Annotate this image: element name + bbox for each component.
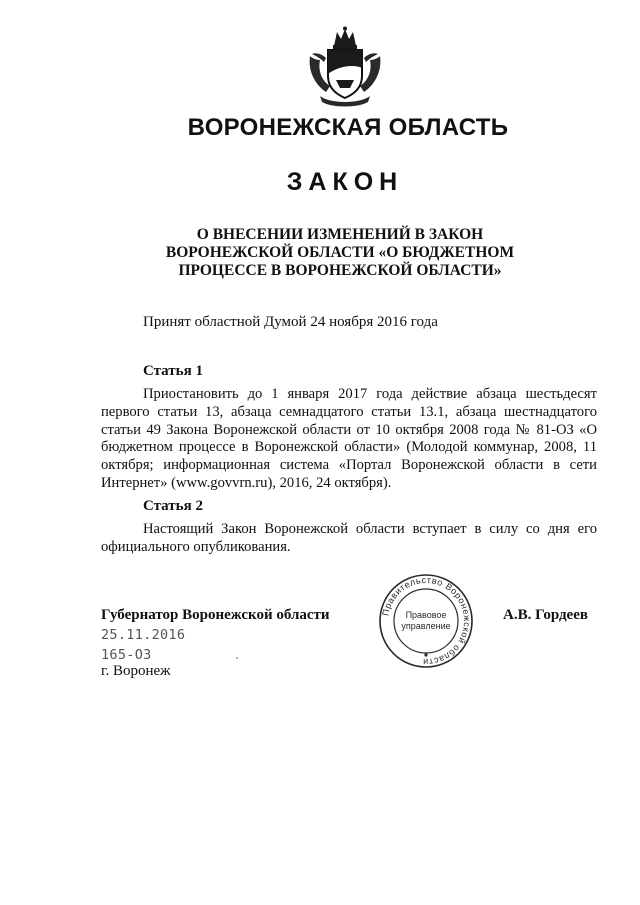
voronezh-coat-of-arms-icon	[306, 26, 384, 110]
adoption-note: Принят областной Думой 24 ноября 2016 года	[143, 314, 438, 330]
signing-city: г. Воронеж	[101, 663, 171, 679]
official-stamp	[378, 573, 474, 669]
law-title-line: О ВНЕСЕНИИ ИЗМЕНЕНИЙ В ЗАКОН	[196, 226, 484, 243]
article-2-heading: Статья 2	[143, 498, 203, 514]
law-title-line: ПРОЦЕССЕ В ВОРОНЕЖСКОЙ ОБЛАСТИ»	[178, 262, 502, 279]
stamp-center-line-2: управление	[401, 621, 451, 631]
article-1-text: Приостановить до 1 января 2017 года действие абзаца шестьдесят первого статьи 13, абзаца семнадцатого статьи 13.1, абзаца шестнадцатого статьи 49 Закона Воронежской области от 10 октября 2008 года № 81-ОЗ «О бюджетном процессе в Воронежской области» (Молодой коммунар, 2008, 11 октября; информационная система «Портал Воронежской области в сети Интернет» (www.govvrn.ru), 2016, 24 октября).	[101, 386, 597, 491]
law-title-line: ВОРОНЕЖСКОЙ ОБЛАСТИ «О БЮДЖЕТНОМ	[165, 244, 515, 261]
signer-name: А.В. Гордеев	[503, 607, 588, 623]
region-title: ВОРОНЕЖСКАЯ ОБЛАСТЬ	[187, 114, 509, 141]
article-1-heading: Статья 1	[143, 363, 203, 379]
scan-speck	[236, 657, 238, 659]
document-type: ЗАКОН	[286, 168, 404, 196]
article-2-text: Настоящий Закон Воронежской области вступает в силу со дня его официального опубликования.	[101, 521, 597, 555]
stamp-center-line-1: Правовое	[405, 610, 447, 620]
law-number: 165-ОЗ	[101, 647, 152, 663]
law-title	[150, 226, 530, 280]
stamp-ring-text: Правительство Воронежской области	[380, 574, 473, 668]
signer-title: Губернатор Воронежской области	[101, 607, 330, 623]
signing-date: 25.11.2016	[101, 627, 186, 643]
